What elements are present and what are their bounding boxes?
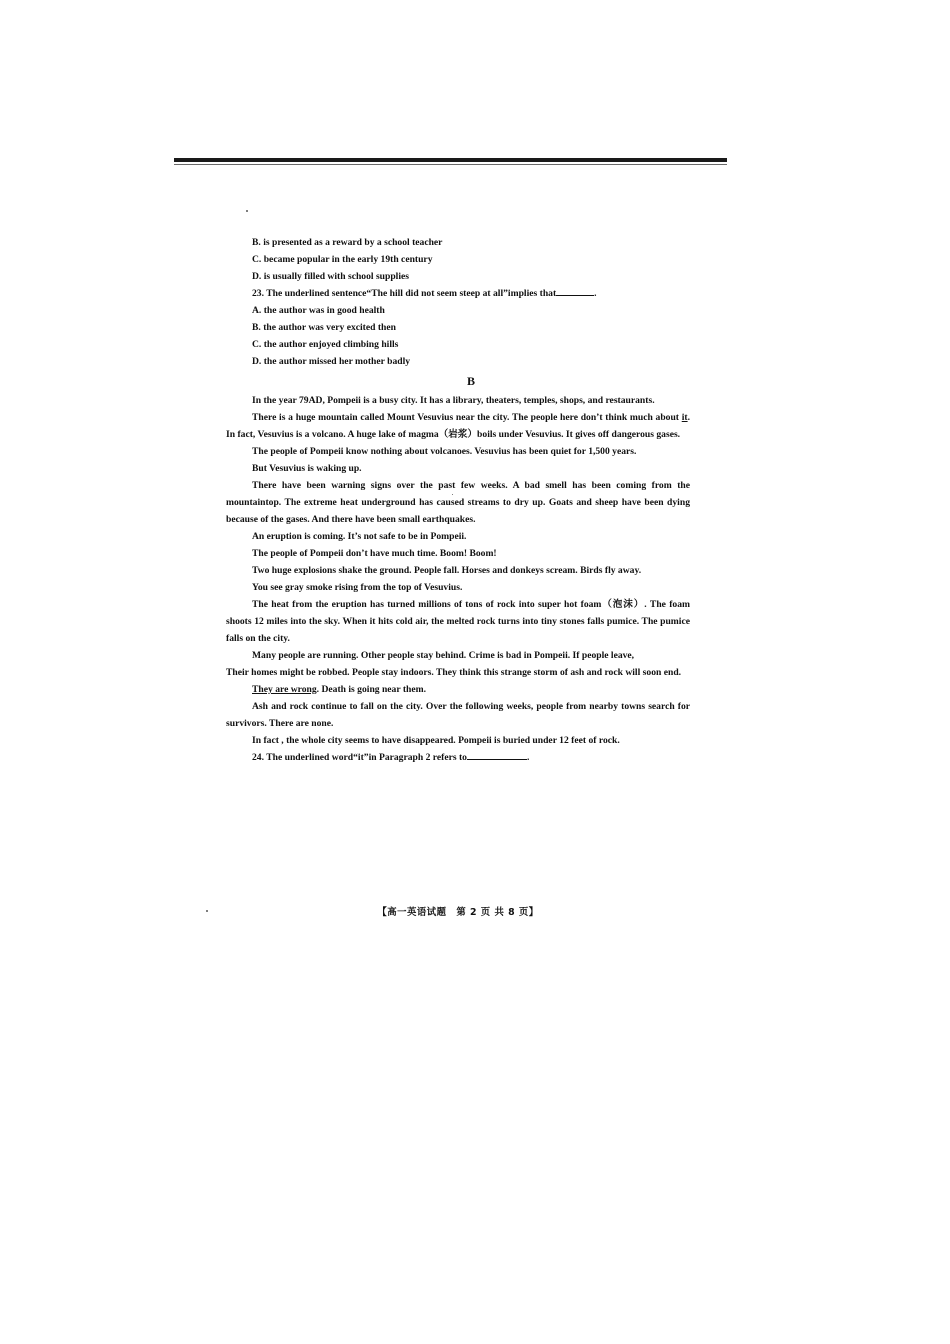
passage-paragraph-12: Their homes might be robbed. People stay indoors. They think this strange storm of ash and rock will soon end. [226,667,682,678]
scan-speck [206,910,208,912]
passage-paragraph-14: Ash and rock continue to fall on the city. Over the following weeks, people from nearby towns search for survivors. There are none. [226,701,690,729]
option-q22-b: B. is presented as a reward by a school teacher [252,237,443,248]
passage-paragraph-8: Two huge explosions shake the ground. People fall. Horses and donkeys scream. Birds fly away. [252,565,642,576]
passage-paragraph-2 [226,409,690,443]
passage-paragraph-1: In the year 79AD, Pompeii is a busy city. It has a library, theaters, temples, shops, and restaurants. [252,395,655,406]
answer-blank-24[interactable] [467,759,527,760]
underlined-word-it: it [681,412,688,423]
passage-paragraph-11: Many people are running. Other people stay behind. Crime is bad in Pompeii. If people leave, [252,650,635,661]
answer-blank-23[interactable] [556,295,594,296]
header-rule-thin [174,164,727,165]
question-23 [252,285,690,302]
header-rule [174,158,727,162]
scan-speck [452,494,453,495]
passage-p2-before: There is a huge mountain called Mount Vesuvius near the city. The people here don’t think much about [252,412,682,423]
option-q23-b: B. the author was very excited then [252,322,396,333]
underlined-sentence-they-are-wrong: They are wrong [252,684,317,695]
section-label: B [466,374,475,388]
passage-paragraph-4: But Vesuvius is waking up. [252,463,362,474]
page-content [226,234,690,766]
option-q22-d: D. is usually filled with school supplies [252,271,410,282]
question-24 [252,749,690,766]
question-24-text: 24. The underlined word“it”in Paragraph 2 refers to [252,752,467,763]
question-23-text: 23. The underlined sentence“The hill did not seem steep at all”implies that [252,288,557,299]
option-q23-d: D. the author missed her mother badly [252,356,411,367]
passage-p2-after: . In fact, Vesuvius is a volcano. A huge lake of magma（岩浆）boils under Vesuvius. It gives off dangerous gases. [226,412,690,440]
option-q23-c: C. the author enjoyed climbing hills [252,339,399,350]
question-23-end: . [594,288,597,299]
page-footer: 【高一英语试题 第 2 页 共 8 页】 [377,907,539,918]
passage-paragraph-3: The people of Pompeii know nothing about volcanoes. Vesuvius has been quiet for 1,500 years. [252,446,637,457]
scan-speck [246,210,248,212]
passage-paragraph-15: In fact , the whole city seems to have disappeared. Pompeii is buried under 12 feet of rock. [252,735,620,746]
passage-paragraph-13 [226,681,690,698]
option-q23-a: A. the author was in good health [252,305,385,316]
passage-paragraph-9: You see gray smoke rising from the top of Vesuvius. [252,582,463,593]
passage-p13-after: . Death is going near them. [316,684,427,695]
passage-paragraph-7: The people of Pompeii don’t have much time. Boom! Boom! [252,548,497,559]
passage-paragraph-10: The heat from the eruption has turned millions of tons of rock into super hot foam（泡沫）. The foam shoots 12 miles into the sky. When it hits cold air, the melted rock turns into tiny stones falls pumice. The pumice falls on the city. [226,599,690,644]
passage-paragraph-5: There have been warning signs over the past few weeks. A bad smell has been coming from the mountaintop. The extreme heat underground has caused streams to dry up. Goats and sheep have been dying because of the gases. And there have been small earthquakes. [226,480,690,525]
option-q22-c: C. became popular in the early 19th century [252,254,433,265]
question-24-end: . [526,752,530,763]
passage-paragraph-6: An eruption is coming. It’s not safe to be in Pompeii. [252,531,467,542]
